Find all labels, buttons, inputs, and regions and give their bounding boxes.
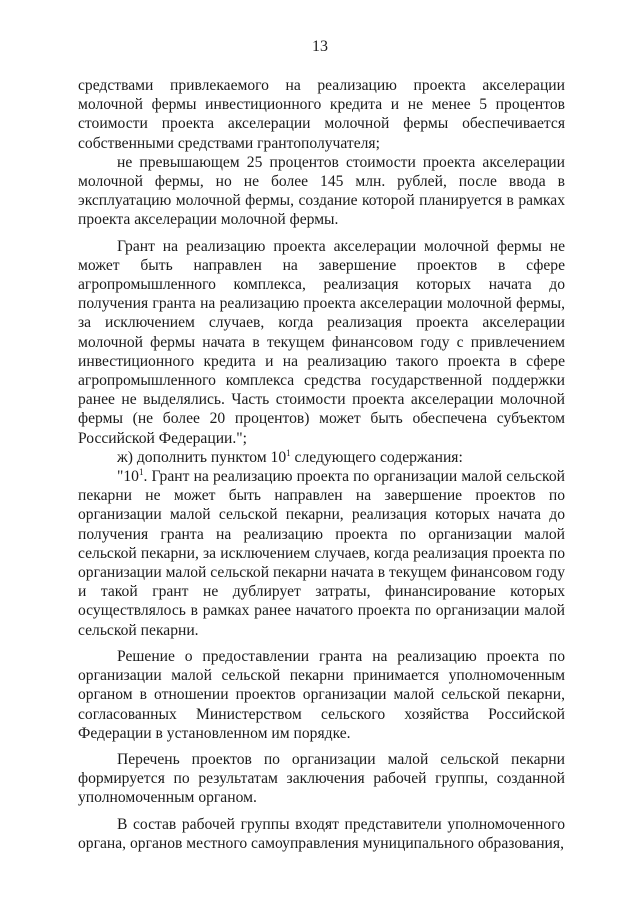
page-number: 13	[312, 38, 328, 55]
paragraph-amendment-intro	[78, 448, 565, 467]
amendment-intro-text: ж) дополнить пунктом 10	[117, 448, 287, 466]
document-body	[78, 76, 565, 853]
bakery-grant-superscript: 1	[138, 467, 144, 478]
amendment-intro-text-end: следующего содержания:	[290, 448, 463, 466]
paragraph-dairy-grant-restrictions: Грант на реализацию проекта акселерации молочной фермы не может быть направлен на завершение проектов в сфере агропромышленного комплекса, реализация которых начата до получения гранта на реализацию проекта акселерации молочной фермы, за исключением случаев, когда реализация проекта акселерации молочной фермы начата в текущем финансовом году с привлечением инвестиционного кредита и на реализацию такого проекта в сфере агропромышленного комплекса средства государственной поддержки ранее не выделялись. Часть стоимости проекта акселерации молочной фермы (не более 20 процентов) может быть обеспечена субъектом Российской Федерации.";	[78, 237, 565, 447]
bakery-grant-number: "10	[117, 468, 139, 486]
paragraph-grant-limit: не превышающем 25 процентов стоимости проекта акселерации молочной фермы, но не более 145 млн. рублей, после ввода в эксплуатацию молочной фермы, создание которой планируется в рамках проекта акселерации молочной фермы.	[78, 153, 565, 229]
paragraph-working-group: В состав рабочей группы входят представители уполномоченного органа, органов местного самоуправления муниципального образования,	[78, 815, 565, 852]
paragraph-bakery-decision: Решение о предоставлении гранта на реализацию проекта по организации малой сельской пекарни принимается уполномоченным органом в отношении проектов организации малой сельской пекарни, согласованных Министерством сельского хозяйства Российской Федерации в установленном им порядке.	[78, 647, 565, 742]
paragraph-bakery-project-list: Перечень проектов по организации малой сельской пекарни формируется по результатам заключения рабочей группы, созданной уполномоченным органом.	[78, 750, 565, 807]
paragraph-bakery-grant	[78, 467, 565, 640]
paragraph-funding-sources: средствами привлекаемого на реализацию проекта акселерации молочной фермы инвестиционного кредита и не менее 5 процентов стоимости проекта акселерации молочной фермы обеспечивается собственными средствами грантополучателя;	[78, 77, 565, 152]
bakery-grant-text: . Грант на реализацию проекта по организации малой сельской пекарни не может быть направлен на завершение проектов по организации малой сельской пекарни, реализация которых начата до получения гранта на реализацию проекта по организации малой сельской пекарни, за исключением случаев, когда реализация проекта по организации малой сельской пекарни начата в текущем финансовом году и такой грант не дублирует затраты, финансирование которых осуществлялось в рамках ранее начатого проекта по организации малой сельской пекарни.	[78, 468, 565, 639]
amendment-intro-superscript: 1	[286, 447, 291, 458]
